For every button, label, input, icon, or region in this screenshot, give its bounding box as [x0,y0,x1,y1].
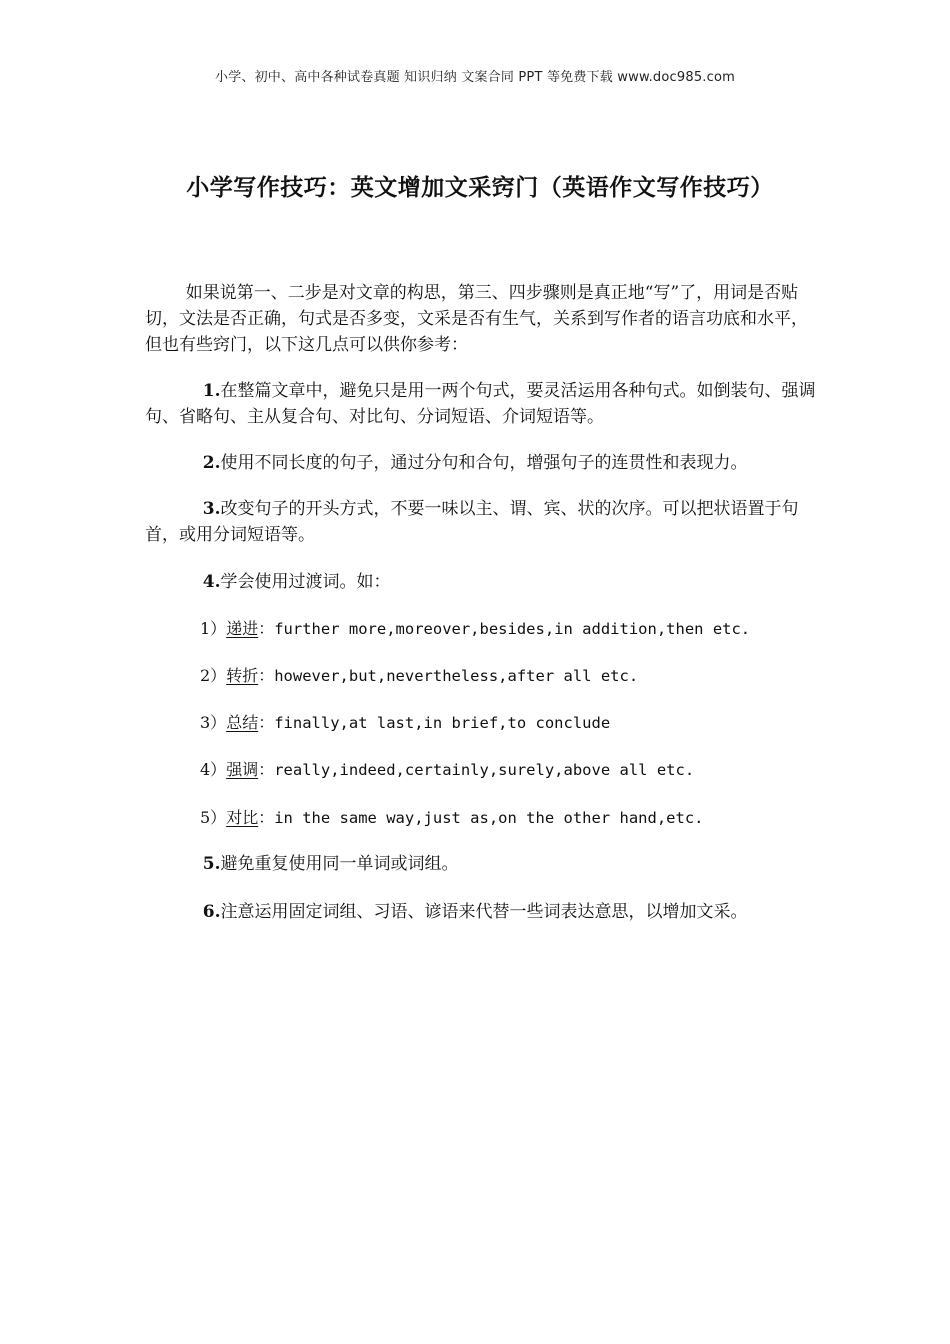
tip-text: 使用不同长度的句子，通过分句和合句，增强句子的连贯性和表现力。 [220,453,748,473]
transition-separator: ： [258,713,275,732]
transition-words: further more,moreover,besides,in addition,then etc. [274,620,751,638]
transition-index: 3） [200,713,227,732]
transition-index: 2） [200,666,227,685]
tip-number: 2. [202,453,221,473]
transition-separator: ： [258,760,275,779]
transition-words: really,indeed,certainly,surely,above all etc. [274,761,695,779]
article-title: 小学写作技巧：英文增加文采窍门（英语作文写作技巧） [186,175,774,201]
tip-3 [145,496,820,548]
tip-text: 注意运用固定词组、习语、谚语来代替一些词表达意思，以增加文采。 [220,902,748,922]
transition-item [200,710,820,736]
transition-item [200,757,820,783]
tip-text: 学会使用过渡词。如： [220,572,391,592]
transition-words: finally,at last,in brief,to conclude [274,714,611,732]
transition-item [200,805,820,831]
transition-index: 1） [200,619,227,638]
tip-number: 3. [202,499,221,519]
tip-text: 在整篇文章中，避免只是用一两个句式，要灵活运用各种句式。如倒装句、强调句、省略句、主从复合句、对比句、分词短语、介词短语等。 [145,381,816,427]
tip-2 [145,450,820,476]
transition-separator: ： [258,619,275,638]
tip-text: 改变句子的开头方式，不要一味以主、谓、宾、状的次序。可以把状语置于句首，或用分词短语等。 [145,499,799,545]
transition-words: in the same way,just as,on the other hand,etc. [274,809,704,827]
transition-separator: ： [258,666,275,685]
tip-4 [145,569,820,595]
transition-index: 4） [200,760,227,779]
transition-label: 总结 [226,713,259,732]
transition-separator: ： [258,808,275,827]
transition-item [200,616,820,642]
transition-label: 递进 [226,619,259,638]
transition-index: 5） [200,808,227,827]
transition-item [200,663,820,689]
transition-label: 转折 [226,666,259,685]
intro-paragraph: 如果说第一、二步是对文章的构思，第三、四步骤则是真正地“写”了，用词是否贴切，文法是否正确，句式是否多变，文采是否有生气，关系到写作者的语言功底和水平，但也有些窍门，以下这几点可以供你参考： [145,283,808,355]
tip-number: 6. [202,902,221,922]
tip-number: 1. [202,381,221,401]
tip-text: 避免重复使用同一单词或词组。 [220,854,459,874]
tip-number: 4. [202,572,221,592]
transition-words: however,but,nevertheless,after all etc. [274,667,639,685]
tip-6 [145,899,820,925]
tip-1 [145,378,820,430]
tip-5 [145,851,820,877]
transition-label: 强调 [226,760,259,779]
transition-label: 对比 [226,808,259,827]
page-header: 小学、初中、高中各种试卷真题 知识归纳 文案合同 PPT 等免费下载 www.doc985.com [215,70,735,85]
tip-number: 5. [202,854,221,874]
